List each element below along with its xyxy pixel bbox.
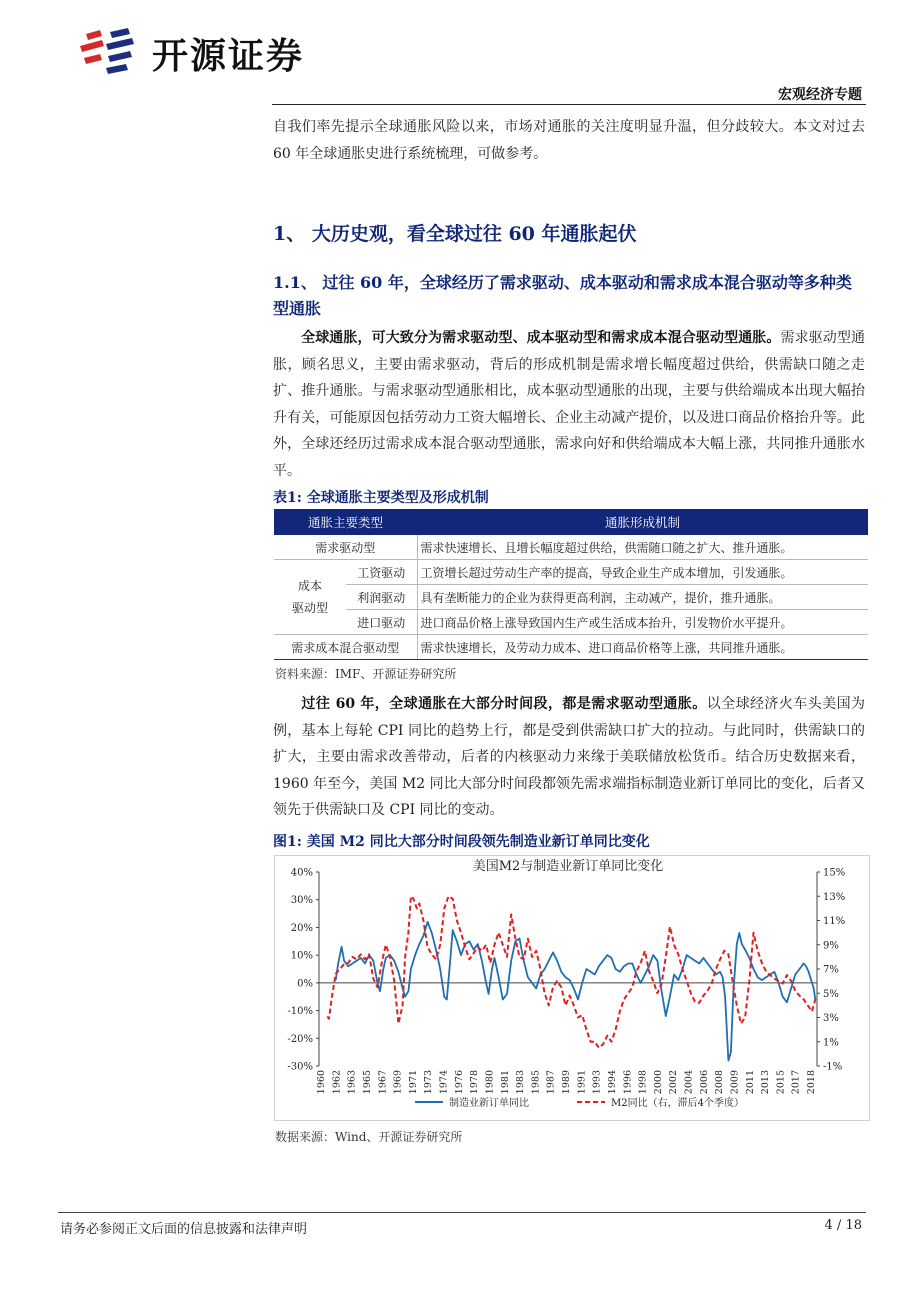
paragraph-inflation-types xyxy=(273,325,865,484)
x-tick-label: 2008 xyxy=(714,1070,726,1095)
x-tick-label: 2009 xyxy=(729,1070,741,1095)
y-right-tick-label: 13% xyxy=(823,891,846,903)
table-cell-desc: 需求快速增长，及劳动力成本、进口商品价格等上涨，共同推升通胀。 xyxy=(417,635,868,660)
y-left-tick-label: 0% xyxy=(297,978,313,990)
y-left-tick-label: 20% xyxy=(290,922,313,934)
y-right-tick-label: -1% xyxy=(823,1061,843,1073)
table-cell-desc: 需求快速增长、且增长幅度超过供给，供需随口随之扩大、推升通胀。 xyxy=(417,535,868,560)
x-tick-label: 2006 xyxy=(698,1070,710,1095)
paragraph-body: 以全球经济火车头美国为例，基本上每轮 CPI 同比的趋势上行，都是受到供需缺口扩大的拉动。与此同时，供需缺口的扩大，主要由需求改善带动，后者的内核驱动力来缘于美联储放松货币。结合历史数据来看，1960 年至今，美国 M2 同比大部分时间段都领先需求端指标制造业新订单同比的变化，后者又领先于供需缺口及 CPI 同比的变动。 xyxy=(273,696,866,818)
paragraph-lead: 全球通胀，可大致分为需求驱动型、成本驱动型和需求成本混合驱动型通胀。 xyxy=(301,330,781,346)
table-cell-desc: 进口商品价格上涨导致国内生产或生活成本抬升，引发物价水平提升。 xyxy=(417,610,868,635)
x-tick-label: 1989 xyxy=(561,1070,572,1095)
x-tick-label: 1998 xyxy=(637,1070,649,1095)
table-cell-type: 利润驱动 xyxy=(346,585,417,610)
table-cell-type: 需求驱动型 xyxy=(274,535,417,560)
intro-paragraph: 自我们率先提示全球通胀风险以来，市场对通胀的关注度明显升温，但分歧较大。本文对过去 60 年全球通胀史进行系统梳理，可做参考。 xyxy=(273,119,865,162)
y-right-tick-label: 1% xyxy=(823,1037,839,1049)
footer-divider xyxy=(58,1212,866,1213)
y-left-tick-label: -10% xyxy=(287,1006,313,1018)
legend-label-orders: 制造业新订单同比 xyxy=(449,1098,529,1109)
x-tick-label: 2017 xyxy=(790,1070,802,1095)
x-tick-label: 2015 xyxy=(775,1070,787,1095)
figure-caption: 图1: 美国 M2 同比大部分时间段领先制造业新订单同比变化 xyxy=(273,834,650,850)
x-tick-label: 1969 xyxy=(392,1070,404,1095)
x-tick-label: 1967 xyxy=(377,1070,389,1095)
x-tick-label: 1994 xyxy=(606,1070,618,1095)
page-number: 4 / 18 xyxy=(824,1218,862,1233)
table-caption: 表1: 全球通胀主要类型及形成机制 xyxy=(273,490,489,506)
y-right-tick-label: 3% xyxy=(823,1013,839,1024)
table-header-row xyxy=(274,509,868,535)
paragraph-body: 需求驱动型通胀，顾名思义，主要由需求驱动，背后的形成机制是需求增长幅度超过供给，供需缺口随之走扩、推升通胀。与需求驱动型通胀相比，成本驱动型通胀的出现，主要与供给端成本出现大幅抬升有关，可能原因包括劳动力工资大幅增长、企业主动减产提价，以及进口商品价格抬升等。此外，全球还经历过需求成本混合驱动型通胀，需求向好和供给端成本大幅上涨，共同推升通胀水平。 xyxy=(273,330,865,479)
paragraph-demand-driven xyxy=(273,691,865,824)
y-right-tick-label: 5% xyxy=(823,988,839,1000)
x-tick-label: 1991 xyxy=(576,1070,588,1095)
x-tick-label: 1963 xyxy=(346,1070,358,1095)
x-tick-label: 1987 xyxy=(545,1070,557,1095)
footer-disclaimer: 请务必参阅正文后面的信息披露和法律声明 xyxy=(60,1222,308,1237)
chart-svg xyxy=(275,856,869,1120)
x-tick-label: 1993 xyxy=(591,1070,603,1095)
legend-label-m2: M2同比（右，滞后4个季度） xyxy=(611,1098,744,1109)
x-tick-label: 1965 xyxy=(361,1070,373,1095)
series-line-orders xyxy=(336,922,816,1061)
company-name: 开源证券 xyxy=(152,35,305,77)
table-row xyxy=(274,535,868,560)
x-tick-label: 1980 xyxy=(484,1070,496,1095)
y-right-tick-label: 7% xyxy=(823,964,839,976)
y-left-tick-label: 10% xyxy=(290,950,313,962)
chart-title: 美国M2与制造业新订单同比变化 xyxy=(472,859,664,874)
table-source: 资料来源：IMF、开源证券研究所 xyxy=(275,667,457,681)
table-cell-group xyxy=(274,560,346,635)
inflation-types-table xyxy=(274,509,868,660)
table-row xyxy=(274,635,868,660)
table-cell-type: 工资驱动 xyxy=(346,560,417,585)
x-tick-label: 1976 xyxy=(453,1070,465,1095)
x-tick-label: 2018 xyxy=(806,1070,817,1095)
y-right-tick-label: 15% xyxy=(823,867,846,879)
table-header-mechanism: 通胀形成机制 xyxy=(417,509,868,535)
y-left-tick-label: -20% xyxy=(287,1033,313,1045)
table-row xyxy=(274,585,868,610)
m2-orders-chart xyxy=(274,855,870,1121)
table-cell-type: 需求成本混合驱动型 xyxy=(274,635,417,660)
table-header-type: 通胀主要类型 xyxy=(274,509,417,535)
x-tick-label: 1983 xyxy=(515,1070,527,1095)
table-group-line1: 成本 xyxy=(297,579,322,593)
table-row xyxy=(274,560,868,585)
x-tick-label: 1978 xyxy=(469,1070,481,1095)
x-tick-label: 2002 xyxy=(668,1070,680,1095)
x-tick-label: 1973 xyxy=(423,1070,435,1095)
table-cell-desc: 具有垄断能力的企业为获得更高利润，主动减产，提价，推升通胀。 xyxy=(417,585,868,610)
x-tick-label: 2000 xyxy=(652,1070,664,1095)
table-cell-desc: 工资增长超过劳动生产率的提高，导致企业生产成本增加，引发通胀。 xyxy=(417,560,868,585)
figure-source: 数据来源：Wind、开源证券研究所 xyxy=(275,1130,463,1144)
company-logo-icon xyxy=(76,26,142,80)
x-tick-label: 1985 xyxy=(530,1070,542,1095)
x-tick-label: 1971 xyxy=(407,1070,419,1095)
table-cell-type: 进口驱动 xyxy=(346,610,417,635)
y-left-tick-label: 40% xyxy=(290,867,313,879)
x-tick-label: 2011 xyxy=(744,1070,756,1095)
subsection-heading: 1.1、 过往 60 年，全球经历了需求驱动、成本驱动和需求成本混合驱动等多种类型通胀 xyxy=(273,273,852,318)
x-tick-label: 1962 xyxy=(331,1070,343,1095)
table-group-line2: 驱动型 xyxy=(291,601,328,615)
company-logo xyxy=(76,26,304,80)
x-tick-label: 1960 xyxy=(316,1070,327,1095)
report-type: 宏观经济专题 xyxy=(778,87,862,103)
table-row xyxy=(274,610,868,635)
y-left-tick-label: 30% xyxy=(290,895,313,907)
x-tick-label: 2004 xyxy=(683,1070,695,1095)
y-right-tick-label: 9% xyxy=(823,940,839,952)
y-right-tick-label: 11% xyxy=(823,916,846,927)
y-left-tick-label: -30% xyxy=(287,1061,313,1073)
x-tick-label: 1996 xyxy=(622,1070,634,1095)
x-tick-label: 2013 xyxy=(760,1070,772,1095)
x-tick-label: 1981 xyxy=(499,1070,511,1095)
paragraph-lead: 过往 60 年，全球通胀在大部分时间段，都是需求驱动型通胀。 xyxy=(301,696,707,712)
x-tick-label: 1974 xyxy=(438,1070,450,1095)
section-heading: 1、 大历史观，看全球过往 60 年通胀起伏 xyxy=(273,223,637,245)
header-divider xyxy=(272,104,866,105)
series-line-m2 xyxy=(327,896,815,1048)
